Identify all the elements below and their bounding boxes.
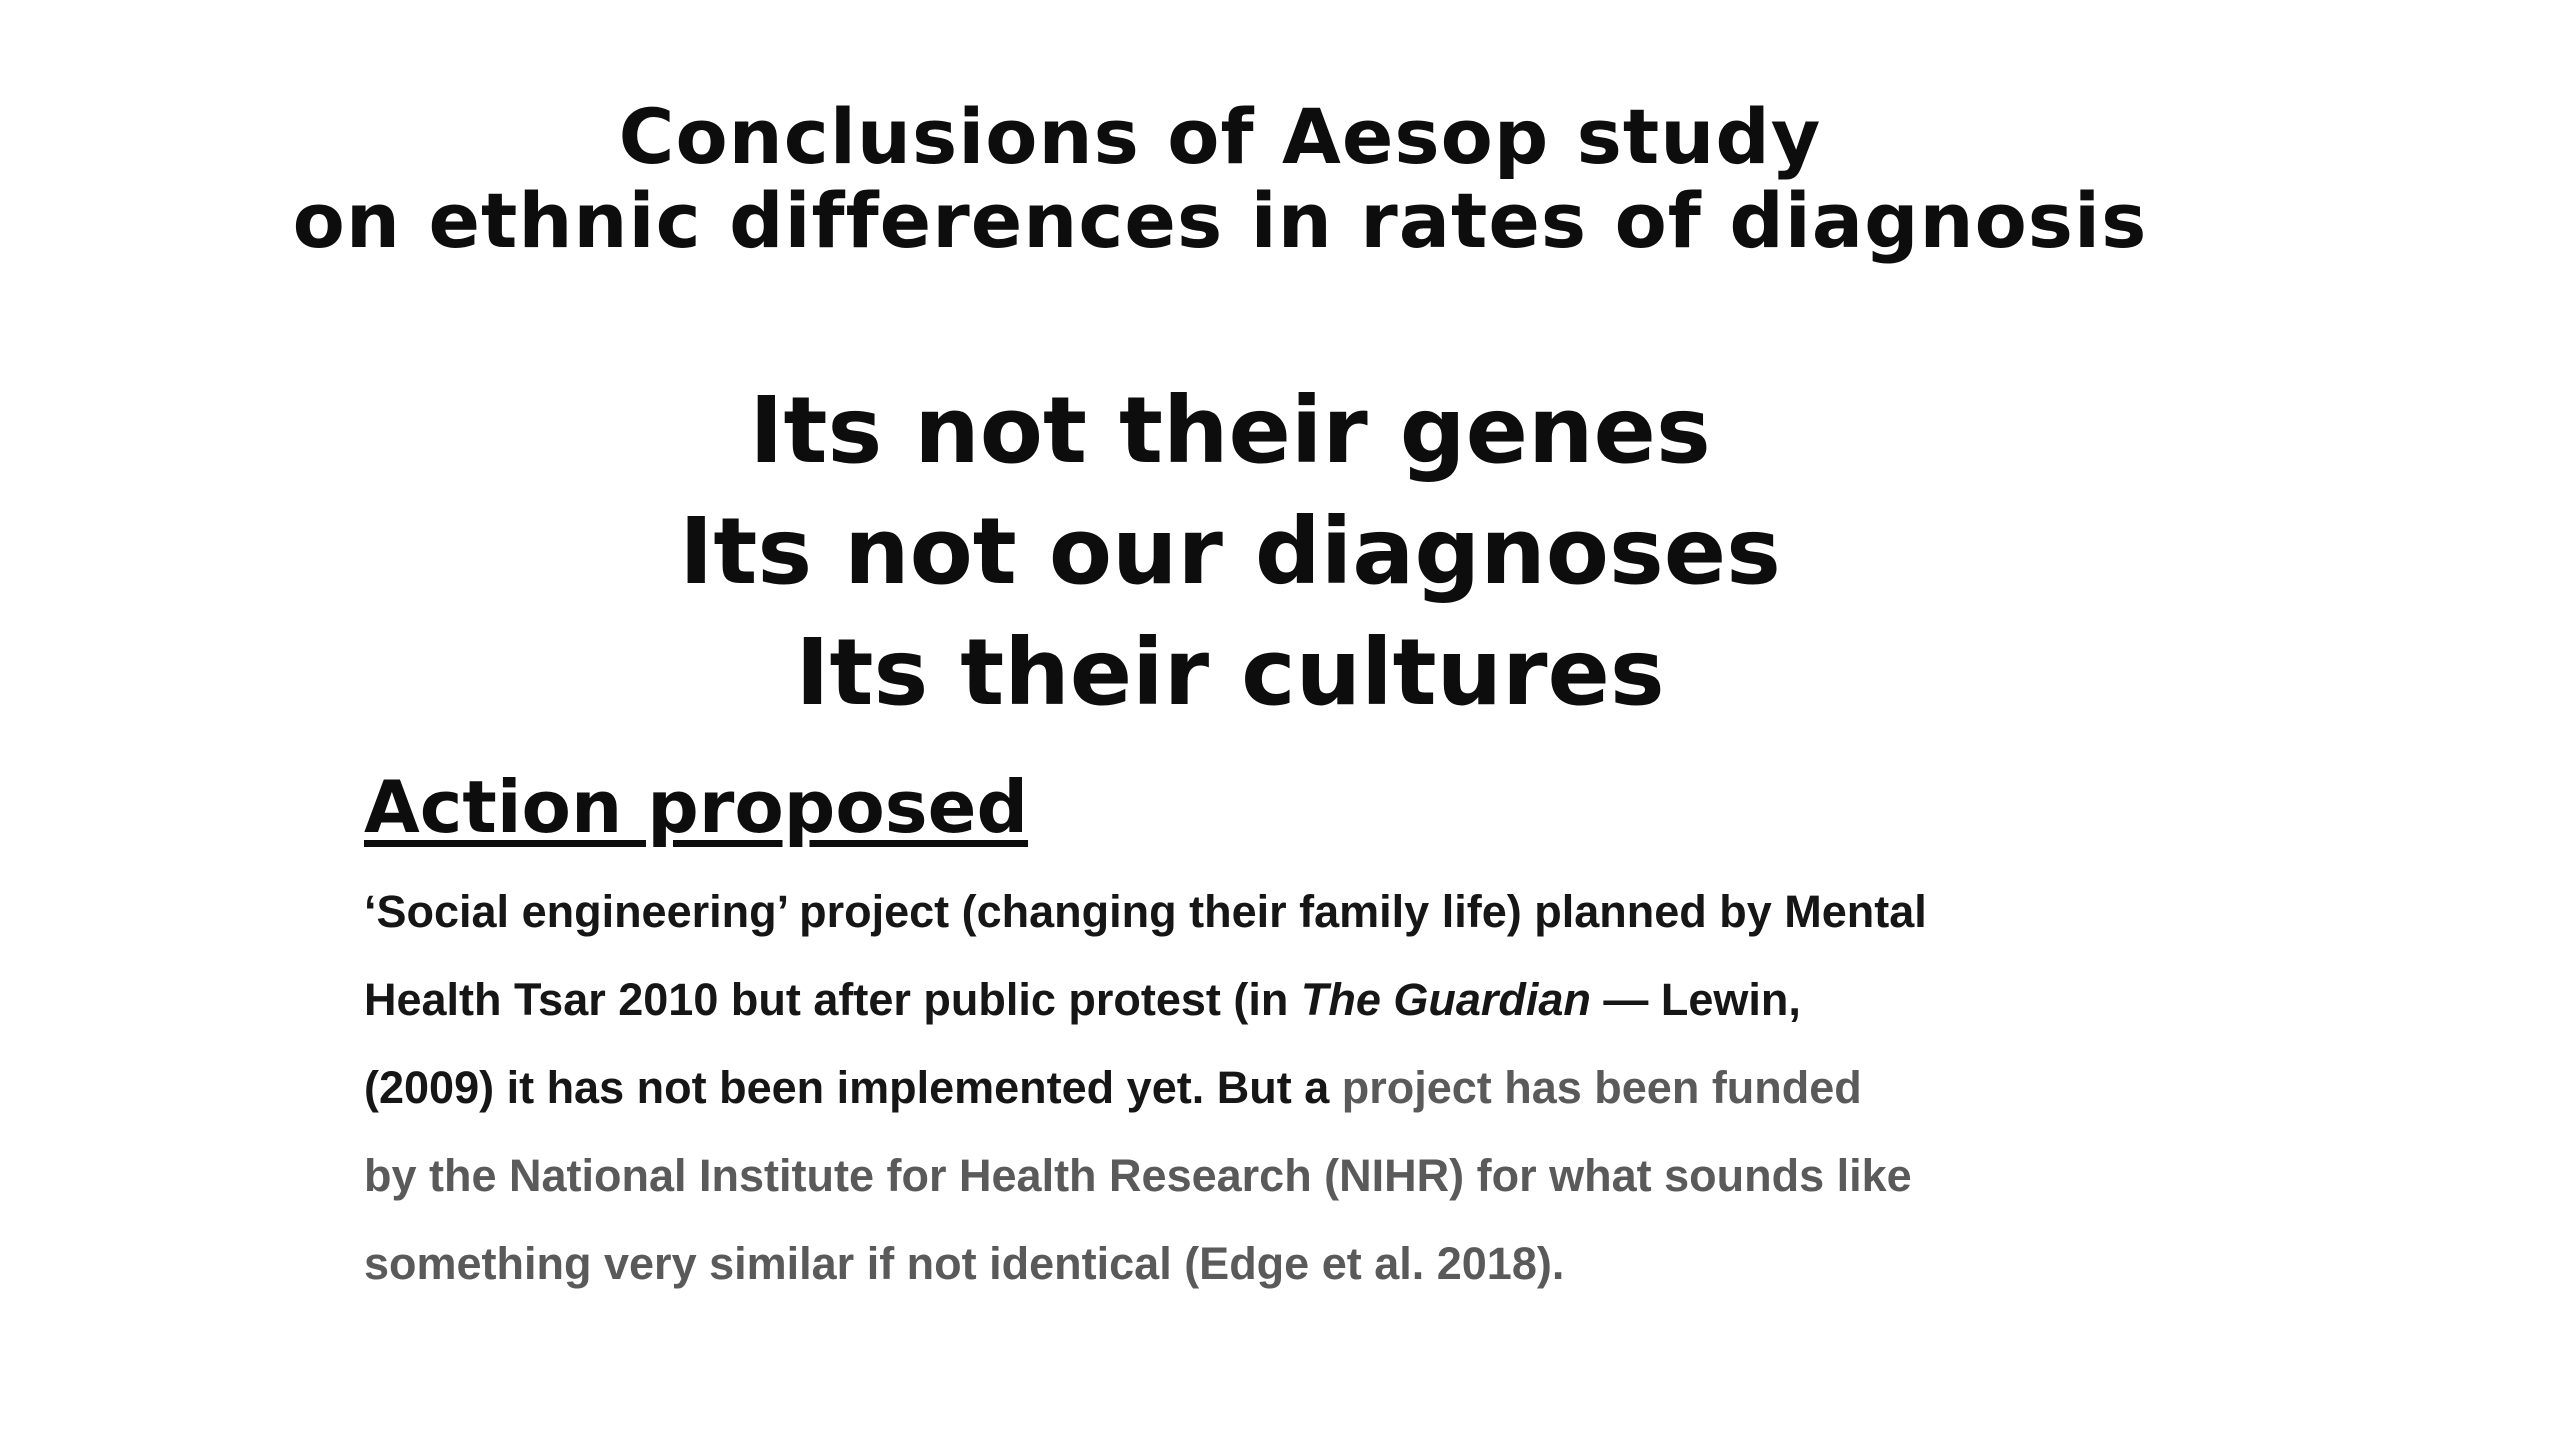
body-line-2	[364, 956, 2124, 1044]
slide-title	[0, 92, 2440, 265]
body-line-1: ‘Social engineering’ project (changing their family life) planned by Mental	[364, 886, 1927, 937]
conclusion-item: Its not our diagnoses	[679, 498, 1781, 605]
slide-title-line-2: on ethnic differences in rates of diagnosis	[292, 176, 2148, 265]
conclusion-item: Its their cultures	[795, 619, 1665, 726]
body-line-4: by the National Institute for Health Research (NIHR) for what sounds like	[364, 1150, 1912, 1201]
body-line-5: something very similar if not identical (Edge et al. 2018).	[364, 1238, 1565, 1289]
conclusion-item: Its not their genes	[749, 377, 1711, 484]
body-line-3-text-a: (2009) it has not been implemented yet. But a	[364, 1062, 1342, 1113]
body-line-2-text-a: Health Tsar 2010 but after public protest (in	[364, 974, 1301, 1025]
conclusions-list	[0, 370, 2460, 733]
slide-title-line-1: Conclusions of Aesop study	[618, 92, 1822, 181]
body-line-3-text-b: project has been funded	[1341, 1062, 1862, 1113]
body-line-2-text-b: — Lewin,	[1590, 974, 1801, 1025]
action-body-text	[364, 868, 2124, 1308]
guardian-citation: The Guardian	[1300, 974, 1591, 1025]
action-proposed-heading: Action proposed	[364, 765, 1029, 849]
body-line-3	[364, 1044, 2124, 1132]
